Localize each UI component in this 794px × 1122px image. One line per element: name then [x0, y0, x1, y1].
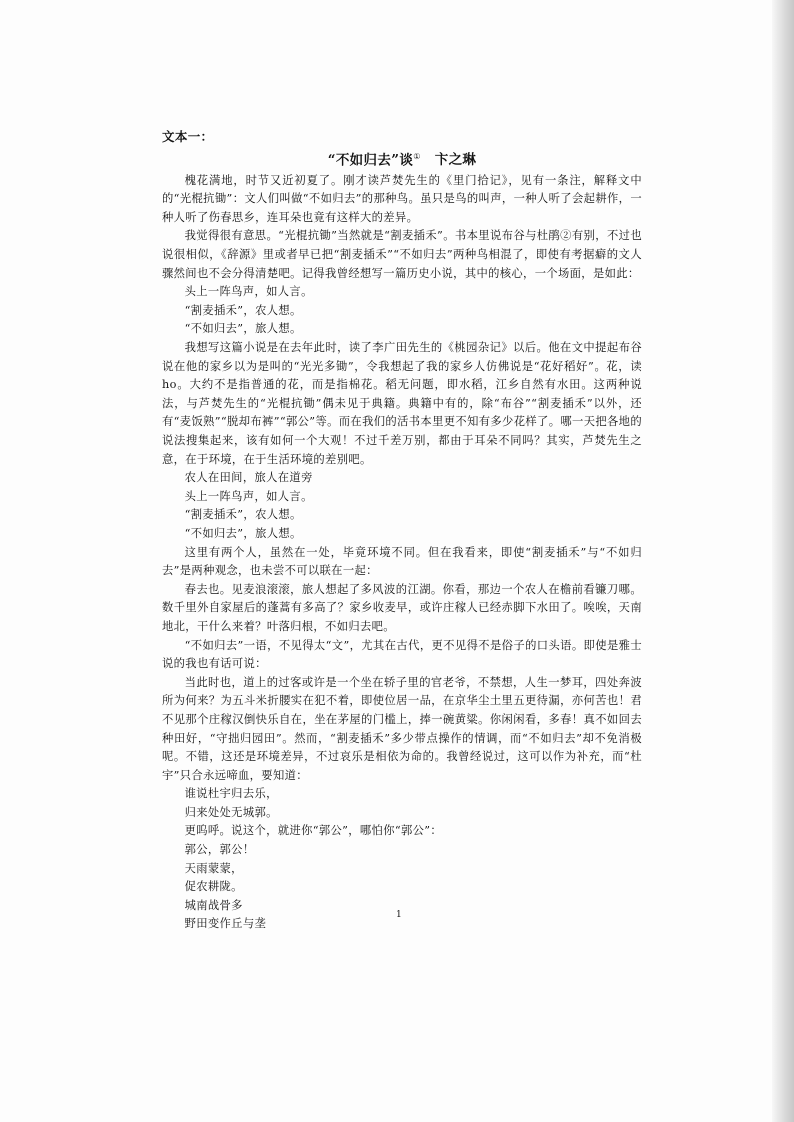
title-footnote-mark: ①: [413, 151, 421, 161]
verse-line: 归来处处无城郭。: [184, 805, 278, 819]
verse-line: “割麦插禾”，农人想。: [184, 303, 302, 317]
verse-line: 头上一阵鸟声，如人言。: [184, 489, 313, 503]
article-title: “不如归去”谈: [327, 152, 414, 169]
verse-line: 谁说杜宇归去乐，: [184, 787, 278, 801]
verse-line: 城南战骨多: [184, 898, 243, 912]
paragraph-list: [162, 172, 642, 934]
verse-line: “不如归去”，旅人想。: [184, 322, 302, 336]
body-paragraph: “不如归去”一语，不见得太“文”，尤其在古代，更不见得不是俗子的口头语。即使是雅士说的我也有话可说：: [162, 638, 642, 671]
verse-line: 更呜呼。说这个，就进你“郭公”，哪怕你“郭公”：: [184, 824, 443, 838]
article-title-line: [162, 148, 642, 170]
body-paragraph: 春去也。见麦浪滚滚，旅人想起了多风波的江湖。你看，那边一个农人在檐前看镰刀哪。数千里外自家屋后的蓬蒿有多高了？家乡收麦早，或许庄稼人已经赤脚下水田了。唉唉，天南地北，干什么来着？叶落归根，不如归去吧。: [162, 582, 642, 633]
section-label: 文本一：: [162, 129, 214, 144]
body-paragraph: 当此时也，道上的过客或许是一个坐在轿子里的官老爷，不禁想，人生一梦耳，四处奔波所为何来？为五斗米折腰实在犯不着，即使位居一品，在京华尘土里五更待漏，亦何苦也！君不见那个庄稼汉倒快乐自在，坐在茅屋的门槛上，捧一碗黄粱。你闲闲看，多春！真不如回去种田好，“守拙归园田”。然而，“割麦插禾”多少带点操作的情调，而“不如归去”却不免消极呢。不错，这还是环境差异，不过哀乐是相依为命的。我曾经说过，这可以作为补充，而“杜宇”只合永远啼血，要知道：: [162, 675, 642, 782]
verse-line: 促农耕陇。: [184, 880, 243, 894]
page-number: 1: [396, 910, 402, 920]
verse-line: 头上一阵鸟声，如人言。: [184, 285, 313, 299]
body-paragraph: 这里有两个人，虽然在一处，毕竟环境不同。但在我看来，即使“割麦插禾”与“不如归去”是两种观念，也未尝不可以联在一起：: [162, 545, 642, 578]
verse-line: 农人在田间，旅人在道旁: [184, 471, 313, 485]
document-body: [162, 128, 642, 934]
author-name: 卞之琳: [434, 152, 477, 169]
verse-line: 郭公，郭公！: [184, 843, 255, 857]
body-paragraph: 我觉得很有意思。“光棍抗锄”当然就是“割麦插禾”。书本里说布谷与杜鹃②有别，不过也说很相似，《辞源》里或者早已把“割麦插禾”“不如归去”两种鸟相混了，即使有考据癖的文人骤然间也不会分得清楚吧。记得我曾经想写一篇历史小说，其中的核心，一个场面，是如此：: [162, 229, 642, 280]
verse-line: 野田变作丘与垄: [184, 917, 267, 931]
body-paragraph: 我想写这篇小说是在去年此时，读了李广田先生的《桃园杂记》以后。他在文中提起布谷说在他的家乡以为是叫的“光光多锄”，令我想起了我的家乡人仿佛说是“花好稻好”。花，读ho。大约不是指普通的花，而是指棉花。稻无问题，即水稻，江乡自然有水田。这两种说法，与芦焚先生的“光棍抗锄”偶未见于典籍。典籍中有的，除“布谷”“割麦插禾”以外，还有“麦饭熟”“脱却布裤”“郭公”等。而在我们的活书本里更不知有多少花样了。哪一天把各地的说法搜集起来，该有如何一个大观！不过千差万别，都由于耳朵不同吗？其实，芦焚先生之意，在于环境，在于生活环境的差别吧。: [162, 341, 642, 466]
scan-shadow-edge: [772, 0, 794, 1122]
verse-line: “不如归去”，旅人想。: [184, 526, 302, 540]
body-paragraph: 槐花满地，时节又近初夏了。刚才读芦焚先生的《里门拾记》，见有一条注，解释文中的“光棍抗锄”：文人们叫做“不如归去”的那种鸟。虽只是鸟的叫声，一种人听了会起耕作，一种人听了伤春思乡，连耳朵也竟有这样大的差异。: [162, 173, 642, 224]
verse-line: “割麦插禾”，农人想。: [184, 508, 302, 522]
verse-line: 天雨蒙蒙，: [184, 861, 243, 875]
